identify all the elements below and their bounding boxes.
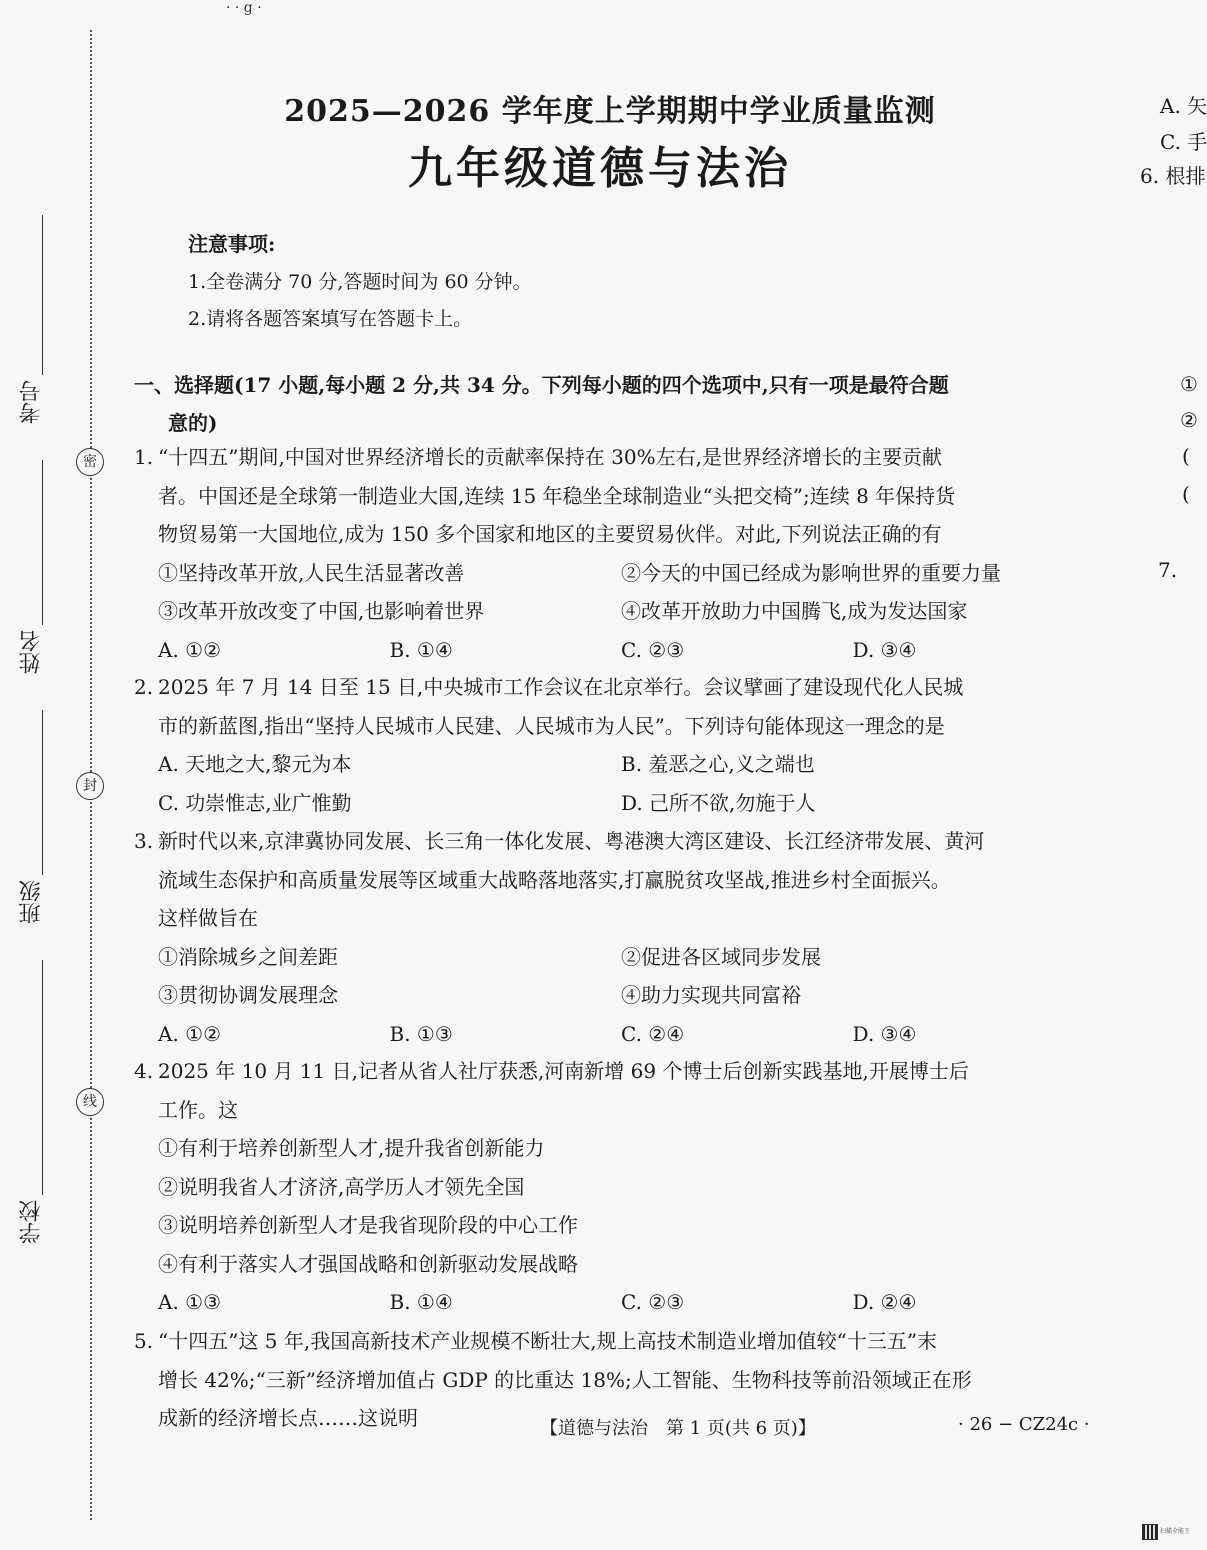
question-text: “十四五”这 5 年,我国高新技术产业规模不断壮大,规上高技术制造业增加值较“十三五”末 bbox=[158, 1329, 938, 1353]
field-blank-exam-number[interactable] bbox=[42, 215, 43, 375]
question-text: 市的新蓝图,指出“坚持人民城市人民建、人民城市为人民”。下列诗句能体现这一理念的是 bbox=[158, 713, 945, 738]
field-blank-school[interactable] bbox=[42, 960, 43, 1195]
statement: ②促进各区域同步发展 bbox=[621, 944, 821, 969]
question-text: 这样做旨在 bbox=[158, 906, 258, 930]
question-text: 增长 42%;“三新”经济增加值占 GDP 的比重达 18%;人工智能、生物科技等前沿领域正在形 bbox=[158, 1367, 972, 1392]
seal-char-xian: 线 bbox=[76, 1088, 104, 1116]
statement: ③改革开放改变了中国,也影响着世界 bbox=[158, 599, 485, 623]
question-4 bbox=[134, 1052, 1084, 1322]
paper-code: · 26 − CZ24c · bbox=[958, 1414, 1090, 1435]
option-a: A. 天地之大,黎元为本 bbox=[158, 752, 352, 776]
option-d: D. ③④ bbox=[852, 637, 917, 662]
question-number: 2. bbox=[134, 675, 154, 699]
right-edge-text: A. 矢 bbox=[1160, 94, 1207, 118]
option-b: B. ①④ bbox=[389, 637, 453, 662]
right-edge-text: 7. bbox=[1158, 558, 1178, 582]
option-b: B. 羞恶之心,义之端也 bbox=[621, 752, 815, 776]
notes-block bbox=[188, 228, 532, 341]
field-label-name: 姓名 bbox=[19, 630, 44, 674]
notes-item: 1.全卷满分 70 分,答题时间为 60 分钟。 bbox=[188, 271, 532, 293]
question-number: 3. bbox=[134, 829, 154, 853]
option-a: A. ①② bbox=[158, 637, 222, 662]
statement: ①有利于培养创新型人才,提升我省创新能力 bbox=[158, 1136, 545, 1160]
statement: ④助力实现共同富裕 bbox=[621, 983, 801, 1007]
notes-item: 2.请将各题答案填写在答题卡上。 bbox=[188, 308, 473, 330]
field-blank-class[interactable] bbox=[42, 710, 43, 875]
right-edge-text: 6. 根排 bbox=[1140, 164, 1206, 188]
option-b: B. ①③ bbox=[389, 1021, 453, 1046]
option-c: C. ②④ bbox=[621, 1021, 685, 1046]
page-footer: 【道德与法治 第 1 页(共 6 页)】 bbox=[540, 1418, 816, 1439]
option-c: C. ②③ bbox=[621, 637, 685, 662]
question-2 bbox=[134, 668, 1084, 822]
statement: ③贯彻协调发展理念 bbox=[158, 983, 338, 1007]
question-number: 1. bbox=[134, 445, 154, 469]
statement: ②今天的中国已经成为影响世界的重要力量 bbox=[621, 560, 1001, 585]
subject-title: 九年级道德与法治 bbox=[408, 143, 792, 194]
right-edge-text: C. 手 bbox=[1160, 130, 1207, 154]
seal-char-mi: 密 bbox=[76, 448, 104, 476]
option-c: C. 功崇惟志,业广惟勤 bbox=[158, 790, 352, 815]
question-text: 2025 年 10 月 11 日,记者从省人社厅获悉,河南新增 69 个博士后创新实践基地,开展博士后 bbox=[158, 1059, 969, 1083]
option-c: C. ②③ bbox=[621, 1290, 685, 1314]
question-text: 新时代以来,京津冀协同发展、长三角一体化发展、粤港澳大湾区建设、长江经济带发展、黄河 bbox=[158, 829, 985, 853]
question-number: 4. bbox=[134, 1059, 154, 1083]
option-a: A. ①② bbox=[158, 1021, 222, 1046]
question-3 bbox=[134, 822, 1084, 1053]
question-text: 物贸易第一大国地位,成为 150 多个国家和地区的主要贸易伙伴。对此,下列说法正确的有 bbox=[158, 522, 942, 546]
section-heading-line: 一、选择题(17 小题,每小题 2 分,共 34 分。下列每小题的四个选项中,只有一项是最符合题 bbox=[134, 373, 949, 397]
seal-char-feng: 封 bbox=[76, 772, 104, 800]
section-heading bbox=[134, 366, 1074, 442]
right-edge-text: ( bbox=[1182, 482, 1190, 506]
right-edge-text: ② bbox=[1180, 408, 1198, 432]
section-heading-line: 意的) bbox=[168, 411, 218, 435]
right-edge-text: ① bbox=[1180, 372, 1198, 396]
option-d: D. 己所不欲,勿施于人 bbox=[621, 790, 816, 815]
question-text: “十四五”期间,中国对世界经济增长的贡献率保持在 30%左右,是世界经济增长的主要贡献 bbox=[158, 445, 942, 469]
notes-title: 注意事项: bbox=[188, 232, 276, 256]
right-edge-text: ( bbox=[1182, 444, 1190, 468]
option-a: A. ①③ bbox=[158, 1290, 222, 1314]
statement: ④有利于落实人才强国战略和创新驱动发展战略 bbox=[158, 1251, 578, 1276]
field-label-school: 学校 bbox=[19, 1200, 44, 1244]
question-text: 工作。这 bbox=[158, 1097, 238, 1122]
question-1 bbox=[134, 438, 1084, 669]
statement: ②说明我省人才济济,高学历人才领先全国 bbox=[158, 1174, 525, 1199]
question-number: 5. bbox=[134, 1329, 154, 1353]
option-b: B. ①④ bbox=[389, 1290, 453, 1314]
statement: ①消除城乡之间差距 bbox=[158, 944, 338, 969]
statement: ③说明培养创新型人才是我省现阶段的中心工作 bbox=[158, 1213, 578, 1237]
question-text: 成新的经济增长点……这说明 bbox=[158, 1406, 418, 1430]
question-text: 2025 年 7 月 14 日至 15 日,中央城市工作会议在北京举行。会议擘画了建设现代化人民城 bbox=[158, 675, 964, 699]
qr-code-icon bbox=[1142, 1524, 1158, 1540]
option-d: D. ③④ bbox=[852, 1021, 917, 1046]
exam-title: 2025—2026 学年度上学期期中学业质量监测 bbox=[284, 94, 936, 129]
question-text: 者。中国还是全球第一制造业大国,连续 15 年稳坐全球制造业“头把交椅”;连续 8 年保持货 bbox=[158, 483, 956, 508]
scanner-watermark: 扫描全能王 bbox=[1160, 1528, 1191, 1535]
field-blank-name[interactable] bbox=[42, 460, 43, 625]
question-text: 流域生态保护和高质量发展等区域重大战略落地落实,打赢脱贫攻坚战,推进乡村全面振兴。 bbox=[158, 867, 951, 892]
statement: ④改革开放助力中国腾飞,成为发达国家 bbox=[621, 599, 968, 623]
top-mark: · · g · bbox=[226, 0, 262, 16]
option-d: D. ②④ bbox=[852, 1290, 917, 1314]
field-label-exam-number: 考号 bbox=[19, 380, 44, 424]
statement: ①坚持改革开放,人民生活显著改善 bbox=[158, 560, 465, 585]
field-label-class: 班级 bbox=[19, 880, 44, 924]
